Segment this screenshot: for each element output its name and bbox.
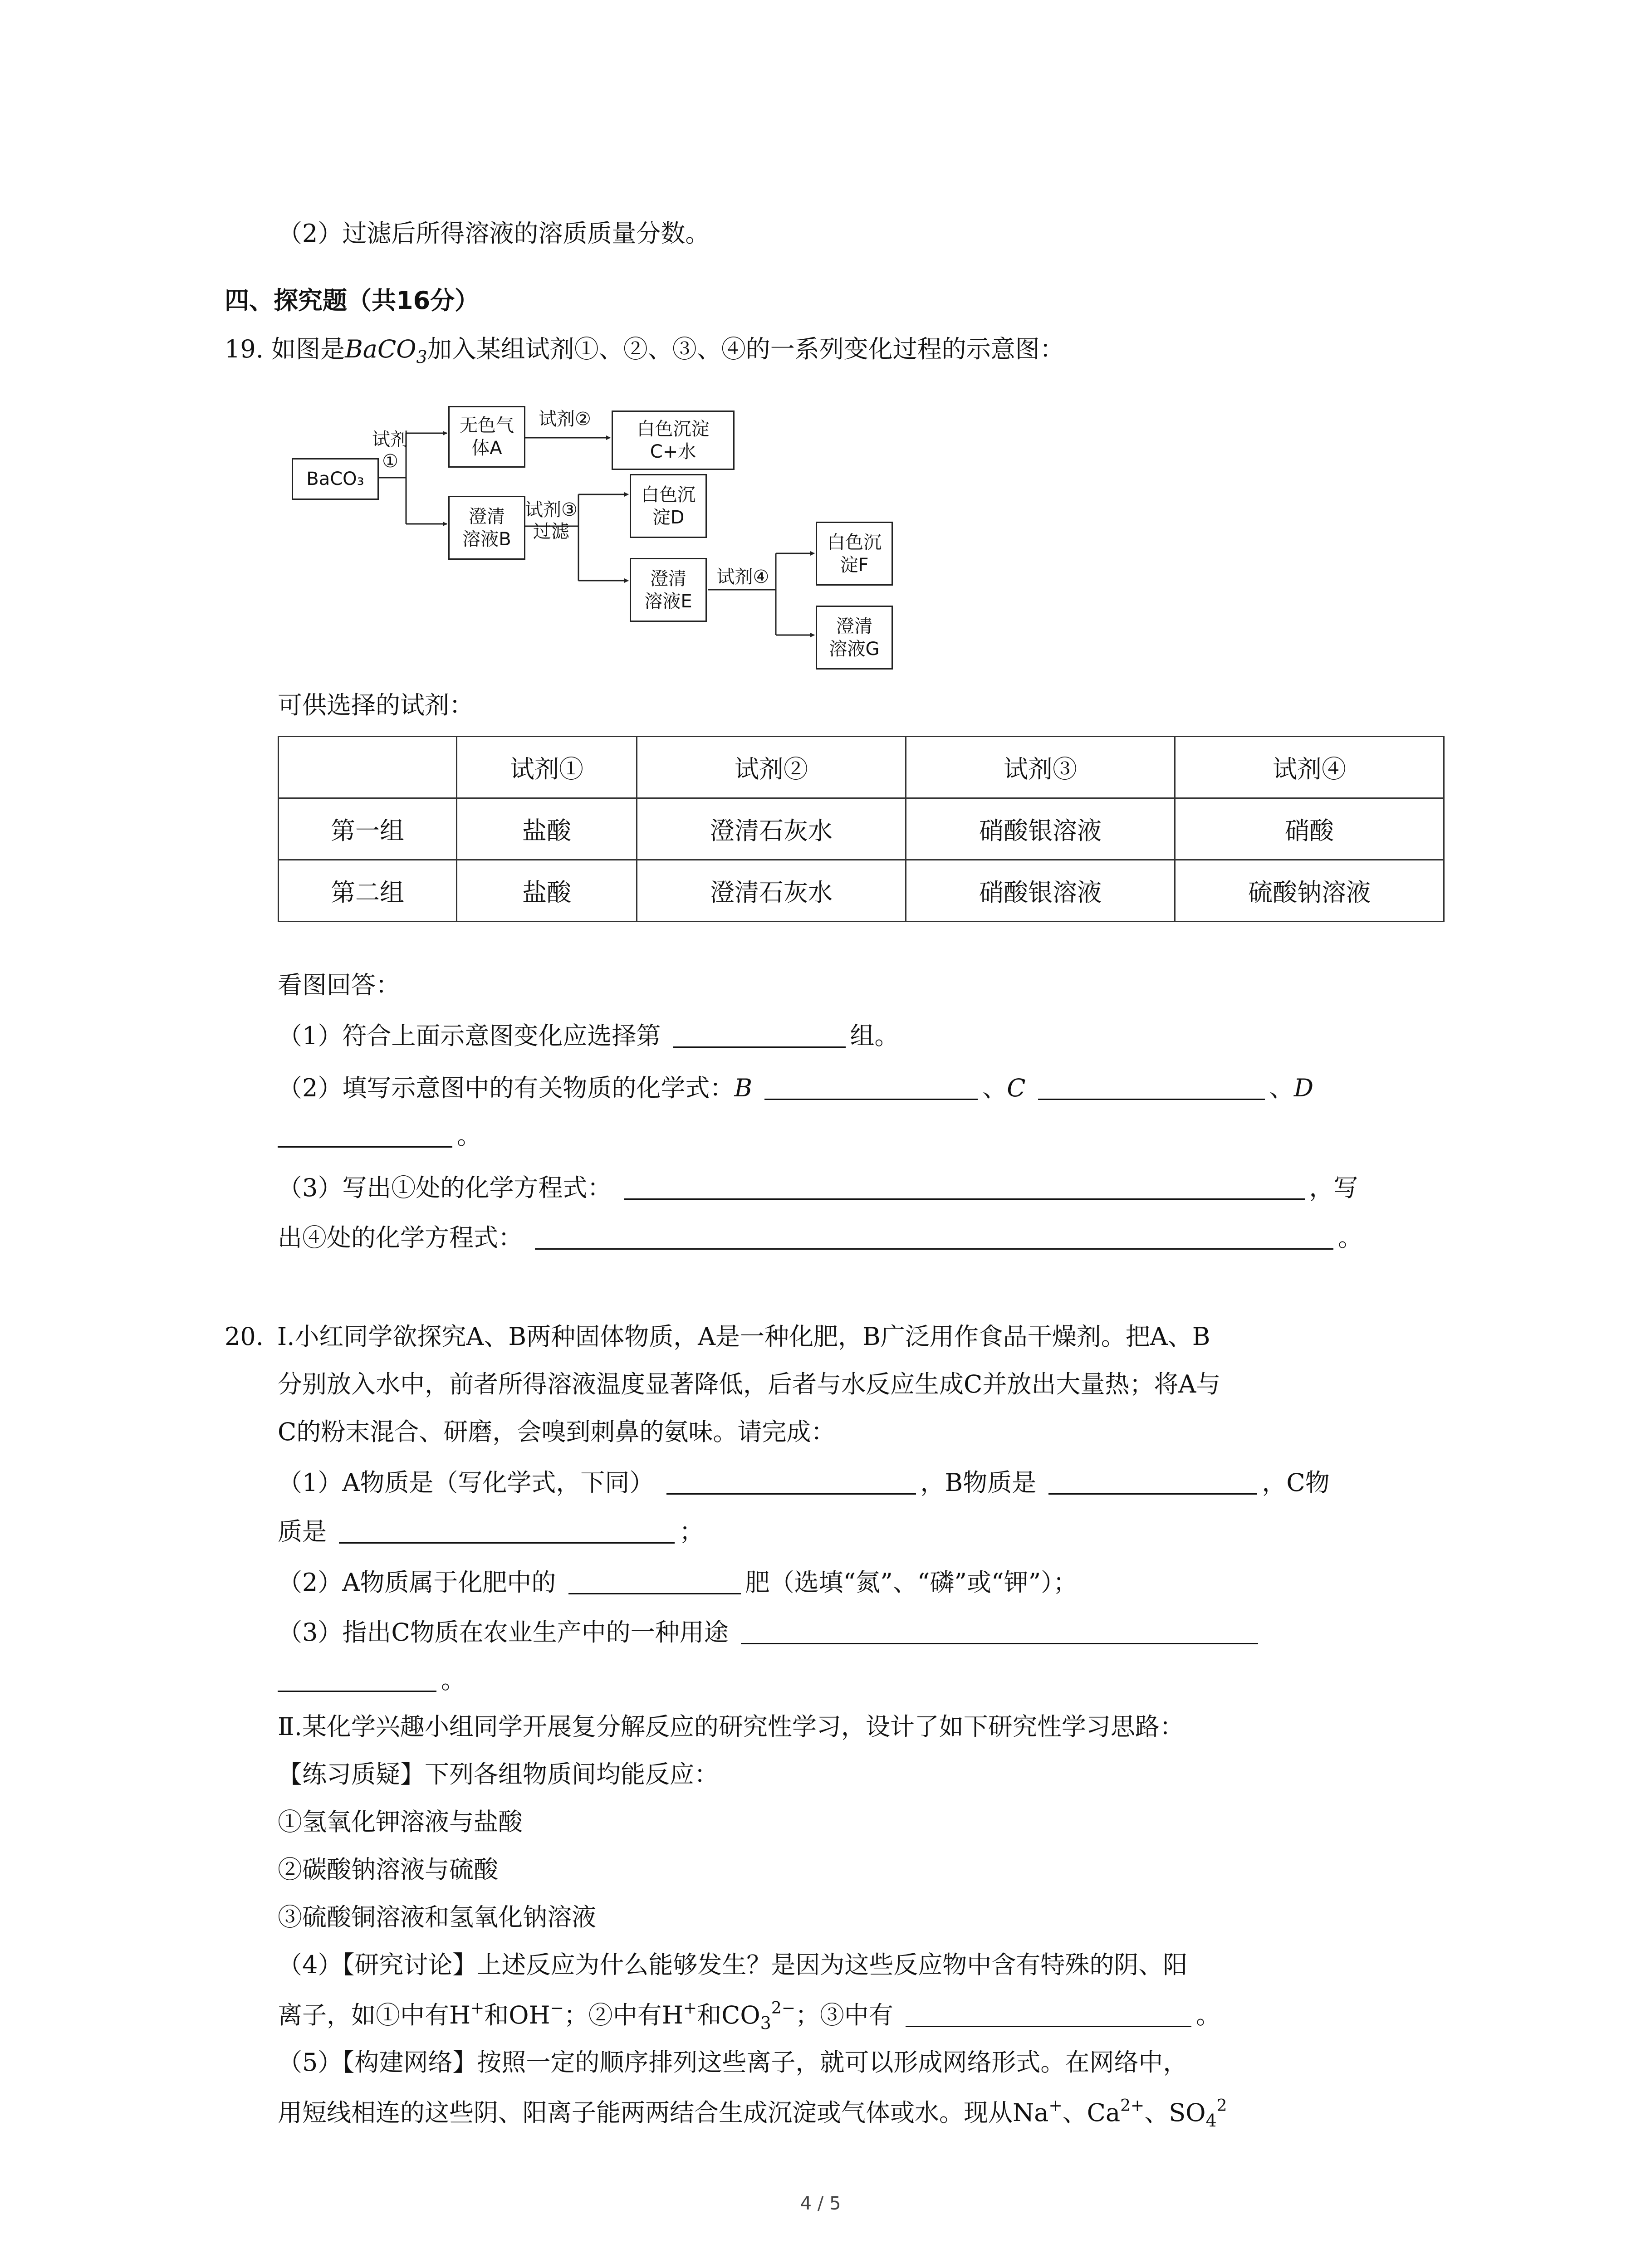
ca-charge: 2+ [1120,2097,1145,2115]
q19-number: 19. [225,335,264,363]
q20-part5: （5）【构建网络】按照一定的顺序排列这些离子，就可以形成网络形式。在网络中， [278,2048,1188,2077]
reagent2-label: 试剂② [539,409,591,430]
na-charge: + [1048,2097,1063,2115]
table-row [279,860,1444,922]
q20-p4-end: 。 [1196,2001,1221,2029]
q20-p3-text: （3）指出C物质在农业生产中的一种用途 [278,1618,729,1647]
page-number: 4 / 5 [800,2193,841,2214]
label-d: D [1293,1074,1314,1102]
table-header-cell [279,737,457,798]
q19-stem-text-b: 加入某组试剂①、②、③、④的一系列变化过程的示意图： [427,335,1064,363]
reagent4-label: 试剂④ [716,567,769,587]
q20-part1 [278,1470,1330,1495]
q20-p1-text: （1）A物质是（写化学式，下同） [278,1468,654,1497]
section-heading: 四、探究题（共16分） [225,286,480,315]
baco3-box: BaCO₃ [292,458,379,500]
q19-formula-sub: 3 [416,347,427,367]
answer-blank-use-cont[interactable] [278,1667,436,1692]
ppt-f-box: 白色沉 淀F [816,522,893,586]
q20-p5-c: 、Ca [1062,2098,1121,2127]
answer-blank-use[interactable] [741,1619,1258,1644]
table-header-cell: 试剂④ [1175,737,1444,798]
co3-charge: 2− [771,1999,795,2018]
q20-p5-d: 、SO [1144,2098,1206,2127]
q20-part5-cont [278,2098,1227,2129]
q20-p1-c: ，C物 [1262,1468,1330,1497]
h-charge: + [470,1999,485,2018]
q19-formula: BaCO [345,335,416,363]
reagent-table [278,736,1445,922]
q20-reaction-2: ②碳酸钠溶液与硫酸 [278,1855,498,1884]
q20-reaction-1: ①氢氧化钾溶液与盐酸 [278,1808,523,1836]
q20-line2: 分别放入水中，前者所得溶液温度显著降低，后者与水反应生成C并放出大量热；将A与 [278,1370,1221,1398]
sep-2: 、 [1269,1074,1294,1102]
q20-line1 [225,1322,1210,1351]
q19-part1 [278,1023,899,1048]
q19-part3-cont [278,1225,1362,1250]
q20-p1-e: ； [679,1517,704,1546]
q20-p2-text: （2）A物质属于化肥中的 [278,1568,556,1597]
q19-stem-text-a: 如图是 [271,335,345,363]
ppt-d-box: 白色沉 淀D [630,474,707,538]
ppt-c-box: 白色沉淀 C+水 [612,411,735,470]
label-c: C [1007,1074,1026,1102]
answer-blank-c2[interactable] [339,1519,675,1544]
table-cell: 第二组 [279,860,457,922]
answer-blank-d[interactable] [278,1123,452,1148]
q20-part2 [278,1569,1078,1595]
answer-blank-a[interactable] [666,1470,916,1495]
q20-p3-end: 。 [441,1666,465,1694]
q20-p1-b: ，B物质是 [920,1468,1037,1497]
answer-blank-b2[interactable] [1048,1470,1257,1495]
q20-part4: （4）【研究讨论】上述反应为什么能够发生？是因为这些反应物中含有特殊的阴、阳 [278,1950,1188,1979]
oh-charge: − [550,1999,564,2018]
co3-sub: 3 [760,2013,771,2033]
q20-reaction-3: ③硫酸铜溶液和氢氧化钠溶液 [278,1903,596,1931]
q20-part3-cont [278,1667,465,1692]
table-cell: 盐酸 [457,798,637,860]
table-header-row [279,737,1444,798]
q19-part2-cont [278,1123,481,1148]
answer-blank-c[interactable] [1038,1075,1265,1100]
q19-p3-end: 。 [1338,1223,1363,1252]
answer-blank-b[interactable] [764,1075,978,1100]
answer-blank-ions[interactable] [906,2002,1191,2027]
q20-p4-b5: ；③中有 [795,2001,893,2029]
q19-part3 [278,1175,1358,1200]
table-cell: 澄清石灰水 [637,860,906,922]
table-cell: 硝酸银溶液 [906,860,1175,922]
q19-p1-text: （1）符合上面示意图变化应选择第 [278,1022,661,1050]
gas-a-box: 无色气 体A [448,406,525,468]
reagent3-label: 试剂③ 过滤 [525,499,578,542]
q18-part2: （2）过滤后所得溶液的溶质质量分数。 [278,219,710,248]
sol-b-box: 澄清 溶液B [448,496,525,560]
q20-p4-b3: ；②中有H [563,2001,683,2029]
table-intro: 可供选择的试剂： [278,691,474,719]
so4-sub: 4 [1205,2111,1217,2131]
q19-p3-mid: ，写 [1309,1173,1358,1202]
q19-p3-text-2: 出④处的化学方程式： [278,1223,523,1252]
q20-p4-b4: 和CO [697,2001,760,2029]
q20-p1-d: 质是 [278,1517,327,1546]
h-charge-2: + [683,1999,697,2018]
sep-1: 、 [982,1074,1007,1102]
sol-g-box: 澄清 溶液G [816,606,893,670]
q20-line3: C的粉末混合、研磨，会嗅到刺鼻的氨味。请完成： [278,1418,836,1446]
answer-blank-eq4[interactable] [535,1225,1333,1250]
answer-blank-group[interactable] [673,1023,846,1048]
table-cell: 澄清石灰水 [637,798,906,860]
table-cell: 第一组 [279,798,457,860]
q20-p4-b2: 和OH [484,2001,550,2029]
answer-blank-eq1[interactable] [624,1175,1305,1200]
q20-p5-b: 用短线相连的这些阴、阳离子能两两结合生成沉淀或气体或水。现从Na [278,2098,1049,2127]
q19-p3-text: （3）写出①处的化学方程式： [278,1173,612,1202]
table-row [279,798,1444,860]
q20-p2-tail: 肥（选填“氮”、“磷”或“钾”）； [745,1568,1078,1597]
reagent1-label: 试剂 ① [372,429,408,472]
q20-p4-b1: 离子，如①中有H [278,2001,471,2029]
table-cell: 硝酸银溶液 [906,798,1175,860]
label-b: B [734,1074,753,1102]
table-header-cell: 试剂② [637,737,906,798]
q20-ii: Ⅱ.某化学兴趣小组同学开展复分解反应的研究性学习，设计了如下研究性学习思路： [278,1712,1184,1741]
q20-practice: 【练习质疑】下列各组物质间均能反应： [278,1760,719,1789]
q20-part3 [278,1619,1263,1645]
q20-part1-cont [278,1519,704,1544]
answer-blank-fertilizer[interactable] [568,1569,741,1594]
table-header-cell: 试剂① [457,737,637,798]
q20-number: 20. [225,1322,264,1351]
q20-part4-cont [278,2000,1220,2032]
table-cell: 盐酸 [457,860,637,922]
table-header-cell: 试剂③ [906,737,1175,798]
so4-charge: 2 [1216,2097,1227,2115]
table-cell: 硫酸钠溶液 [1175,860,1444,922]
q19-part2 [278,1075,1313,1100]
q19-p2-text: （2）填写示意图中的有关物质的化学式： [278,1074,735,1102]
table-cell: 硝酸 [1175,798,1444,860]
q19-p2-end: 。 [457,1121,481,1150]
sol-e-box: 澄清 溶液E [630,558,707,622]
q20-text-1: Ⅰ.小红同学欲探究A、B两种固体物质，A是一种化肥，B广泛用作食品干燥剂。把A、B [277,1322,1210,1351]
q19-p1-tail: 组。 [850,1022,899,1050]
look-answer: 看图回答： [278,971,400,999]
